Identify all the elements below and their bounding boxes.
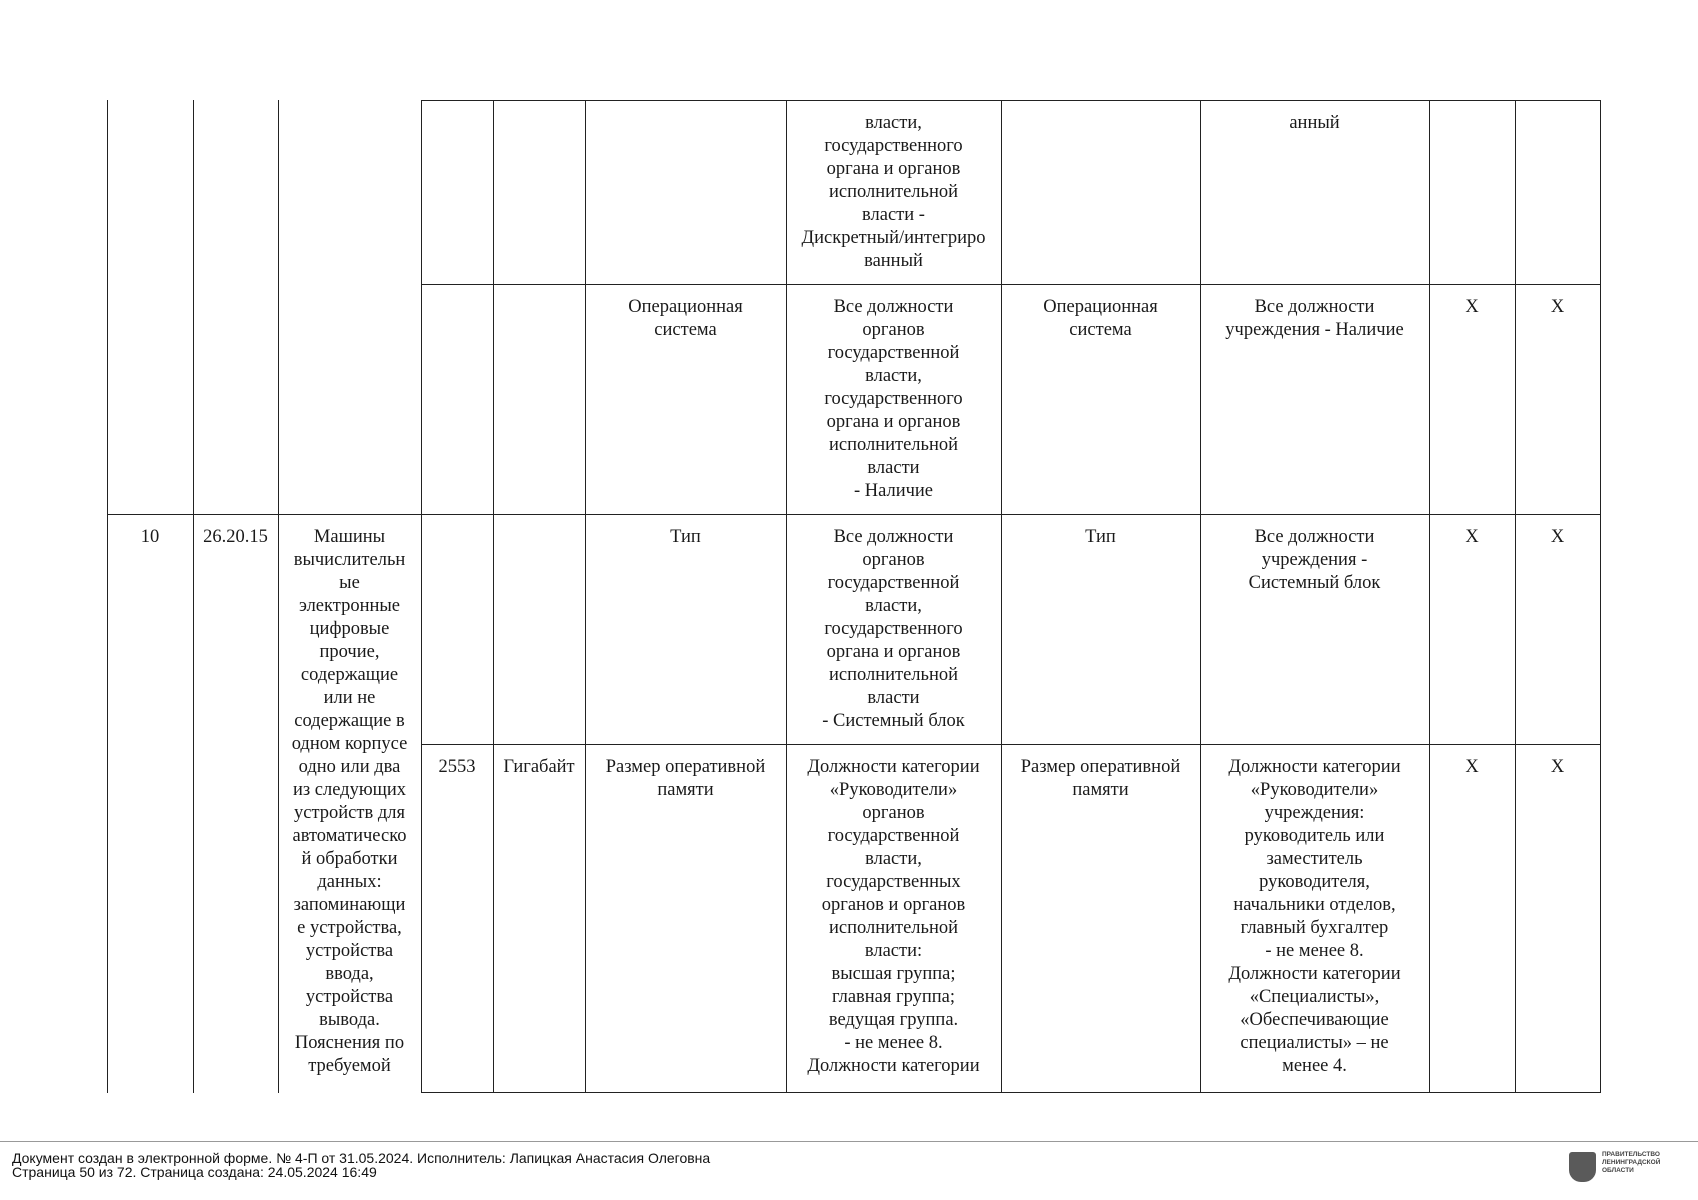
text-line: Все должности bbox=[833, 527, 954, 547]
text-line: - Системный блок bbox=[822, 711, 965, 731]
text-line: органов bbox=[862, 803, 925, 823]
text-line: органа и органов bbox=[826, 412, 961, 432]
text-line: е устройства, bbox=[297, 918, 402, 938]
logo-text-line: ЛЕНИНГРАДСКОЙ bbox=[1602, 1159, 1661, 1166]
document-footer bbox=[12, 1151, 710, 1179]
text-line: главный бухгалтер bbox=[1240, 918, 1389, 938]
text-line: Машины bbox=[313, 527, 386, 547]
text-line: ввода, bbox=[325, 964, 374, 984]
text-line: государственной bbox=[827, 573, 960, 593]
text-line: менее 4. bbox=[1282, 1056, 1347, 1076]
text-line: органов и органов bbox=[821, 895, 966, 915]
text-line: X bbox=[1550, 757, 1565, 777]
text-line: данных: bbox=[317, 872, 382, 892]
text-line: Все должности bbox=[1254, 297, 1375, 317]
row-10-sub1-inst-char bbox=[1001, 526, 1200, 549]
text-line: учреждения: bbox=[1264, 803, 1365, 823]
text-line: власти: bbox=[864, 941, 923, 961]
row-10-sub1-x1 bbox=[1429, 526, 1515, 549]
text-line: государственного bbox=[824, 136, 963, 156]
text-line: «Специалисты», bbox=[1249, 987, 1380, 1007]
grid-line bbox=[1600, 100, 1601, 1093]
text-line: Должности категории bbox=[807, 757, 980, 777]
row-10-sub2-inst-value bbox=[1200, 756, 1429, 1078]
text-line: «Руководители» bbox=[1250, 780, 1379, 800]
row-10-sub2-req-value bbox=[786, 756, 1001, 1078]
text-line: исполнительной bbox=[828, 918, 959, 938]
row-10-sub2-char bbox=[585, 756, 786, 802]
grid-line bbox=[421, 1092, 1601, 1093]
text-line: Пояснения по bbox=[294, 1033, 405, 1053]
row-a-req-value bbox=[786, 112, 1001, 273]
text-line: Все должности bbox=[1254, 527, 1375, 547]
text-line: Тип bbox=[670, 527, 701, 547]
text-line: руководителя, bbox=[1259, 872, 1370, 892]
text-line: устройства bbox=[305, 941, 394, 961]
text-line: учреждения - bbox=[1261, 550, 1368, 570]
footer-document-info: Документ создан в электронной форме. № 4-П от 31.05.2024. Исполнитель: Лапицкая Анастасия Олеговна bbox=[12, 1150, 711, 1166]
text-line: памяти bbox=[1072, 780, 1129, 800]
row-10-name bbox=[278, 526, 421, 1078]
text-line: органов bbox=[862, 320, 925, 340]
text-line: памяти bbox=[657, 780, 714, 800]
text-line: система bbox=[1069, 320, 1132, 340]
text-line: - Наличие bbox=[853, 481, 934, 501]
row-b-x2 bbox=[1515, 296, 1600, 319]
row-b-inst-char bbox=[1001, 296, 1200, 342]
text-line: Размер оперативной bbox=[605, 757, 766, 777]
text-line: Все должности bbox=[833, 297, 954, 317]
grid-line bbox=[193, 100, 194, 1093]
text-line: государственной bbox=[827, 343, 960, 363]
text-line: государственного bbox=[824, 389, 963, 409]
text-line: требуемой bbox=[308, 1056, 391, 1076]
text-line: власти, bbox=[865, 849, 922, 869]
text-line: одном корпусе bbox=[291, 734, 408, 754]
footer-page-info: Страница 50 из 72. Страница создана: 24.05.2024 16:49 bbox=[12, 1164, 377, 1180]
text-line: Размер оперативной bbox=[1020, 757, 1181, 777]
grid-line bbox=[1001, 100, 1002, 1093]
text-line: специалисты» – не bbox=[1240, 1033, 1389, 1053]
text-line: X bbox=[1465, 297, 1479, 317]
footer-divider bbox=[0, 1141, 1698, 1142]
grid-line bbox=[107, 514, 1601, 515]
text-line: ые bbox=[339, 573, 360, 593]
row-10-sub2-unit bbox=[493, 756, 585, 779]
text-line: заместитель bbox=[1266, 849, 1363, 869]
row-b-x1 bbox=[1429, 296, 1515, 319]
text-line: - не менее 8. bbox=[1265, 941, 1364, 961]
row-10-sub1-req-value bbox=[786, 526, 1001, 733]
text-line: вычислительн bbox=[293, 550, 406, 570]
grid-line bbox=[107, 100, 108, 1093]
text-line: органа и органов bbox=[826, 642, 961, 662]
text-line: одно или два bbox=[298, 757, 401, 777]
text-line: ванный bbox=[864, 251, 923, 271]
row-10-sub1-inst-value bbox=[1200, 526, 1429, 595]
row-10-sub2-x2 bbox=[1515, 756, 1600, 779]
grid-line bbox=[493, 100, 494, 1093]
text-line: высшая группа; bbox=[831, 964, 956, 984]
text-line: «Руководители» bbox=[829, 780, 958, 800]
text-line: ведущая группа. bbox=[828, 1010, 959, 1030]
text-line: власти bbox=[867, 688, 920, 708]
text-line: органов bbox=[862, 550, 925, 570]
text-line: власти, bbox=[865, 596, 922, 616]
text-line: исполнительной bbox=[828, 665, 959, 685]
text-line: X bbox=[1550, 297, 1565, 317]
text-line: прочие, bbox=[319, 642, 380, 662]
grid-line bbox=[421, 100, 422, 1093]
text-line: Системный блок bbox=[1248, 573, 1381, 593]
logo-text bbox=[1602, 1151, 1660, 1175]
text-line: содержащие в bbox=[294, 711, 405, 731]
row-10-sub2-inst-char bbox=[1001, 756, 1200, 802]
grid-line bbox=[585, 100, 586, 1093]
row-10-sub1-char bbox=[585, 526, 786, 549]
text-line: власти, bbox=[865, 366, 922, 386]
text-line: запоминающи bbox=[293, 895, 406, 915]
grid-line bbox=[421, 100, 1601, 101]
text-line: содержащие bbox=[300, 665, 399, 685]
grid-line bbox=[421, 284, 1601, 285]
text-line: Должности категории bbox=[807, 1056, 980, 1076]
text-line: вывода. bbox=[319, 1010, 380, 1030]
row-10-sub1-x2 bbox=[1515, 526, 1600, 549]
text-line: Гигабайт bbox=[503, 757, 575, 777]
text-line: органа и органов bbox=[826, 159, 961, 179]
text-line: Дискретный/интегриро bbox=[801, 228, 986, 248]
text-line: власти - bbox=[862, 205, 925, 225]
text-line: учреждения - Наличие bbox=[1225, 320, 1404, 340]
row-10-sub2-x1 bbox=[1429, 756, 1515, 779]
text-line: 2553 bbox=[438, 757, 476, 777]
text-line: анный bbox=[1289, 113, 1340, 133]
government-logo bbox=[1569, 1150, 1685, 1184]
grid-line bbox=[421, 744, 1601, 745]
text-line: X bbox=[1550, 527, 1565, 547]
text-line: власти bbox=[867, 458, 920, 478]
text-line: 26.20.15 bbox=[203, 527, 268, 547]
row-b-inst-value bbox=[1200, 296, 1429, 342]
text-line: система bbox=[654, 320, 717, 340]
grid-line bbox=[1515, 100, 1516, 1093]
logo-text-line: ПРАВИТЕЛЬСТВО bbox=[1602, 1151, 1660, 1158]
text-line: власти, bbox=[865, 113, 922, 133]
text-line: Операционная bbox=[1043, 297, 1158, 317]
logo-text-line: ОБЛАСТИ bbox=[1602, 1167, 1634, 1174]
text-line: 10 bbox=[140, 527, 160, 547]
text-line: й обработки bbox=[301, 849, 398, 869]
row-10-sub2-okei bbox=[421, 756, 493, 779]
text-line: исполнительной bbox=[828, 182, 959, 202]
row-b-req-value bbox=[786, 296, 1001, 503]
row-b-char bbox=[585, 296, 786, 342]
text-line: устройства bbox=[305, 987, 394, 1007]
text-line: государственных bbox=[826, 872, 961, 892]
text-line: «Обеспечивающие bbox=[1240, 1010, 1389, 1030]
text-line: Должности категории bbox=[1228, 757, 1401, 777]
row-a-inst-value bbox=[1200, 112, 1429, 135]
text-line: автоматическо bbox=[292, 826, 407, 846]
text-line: устройств для bbox=[294, 803, 405, 823]
grid-line bbox=[1429, 100, 1430, 1093]
text-line: государственной bbox=[827, 826, 960, 846]
text-line: начальники отделов, bbox=[1233, 895, 1396, 915]
text-line: руководитель или bbox=[1244, 826, 1385, 846]
text-line: Тип bbox=[1085, 527, 1116, 547]
row-10-num bbox=[107, 526, 193, 549]
text-line: государственного bbox=[824, 619, 963, 639]
text-line: из следующих bbox=[292, 780, 407, 800]
text-line: X bbox=[1465, 757, 1479, 777]
text-line: X bbox=[1465, 527, 1479, 547]
text-line: Должности категории bbox=[1228, 964, 1401, 984]
row-10-okpd bbox=[193, 526, 278, 549]
coat-of-arms-icon bbox=[1569, 1152, 1596, 1182]
text-line: электронные bbox=[298, 596, 401, 616]
text-line: исполнительной bbox=[828, 435, 959, 455]
text-line: или не bbox=[323, 688, 376, 708]
text-line: цифровые bbox=[309, 619, 390, 639]
text-line: главная группа; bbox=[831, 987, 956, 1007]
text-line: - не менее 8. bbox=[844, 1033, 943, 1053]
text-line: Операционная bbox=[628, 297, 743, 317]
